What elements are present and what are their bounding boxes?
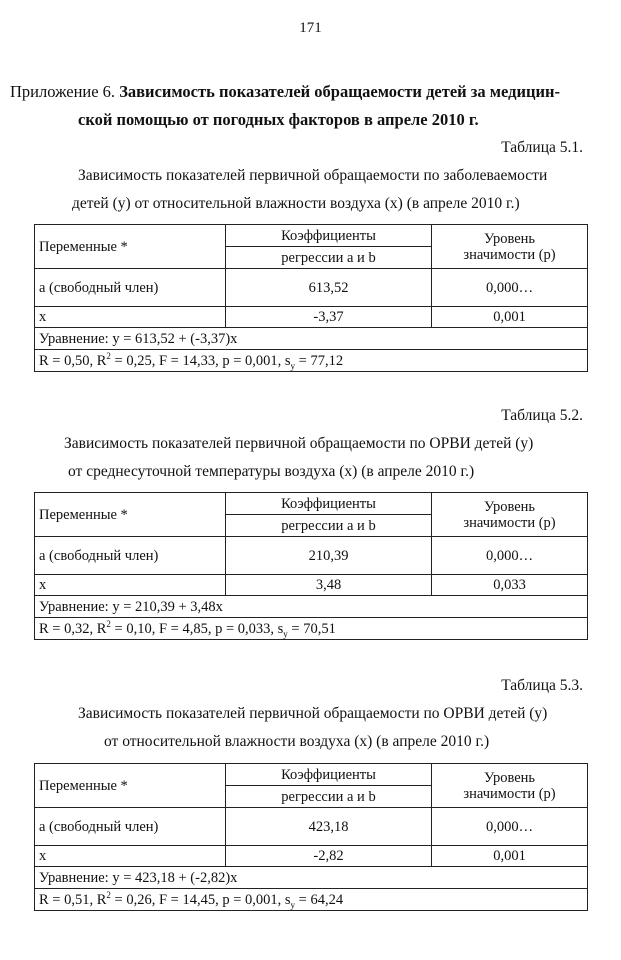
table-row: [35, 846, 588, 867]
header-coef-line1: Коэффициенты: [226, 493, 432, 515]
table-title-line1: Зависимость показателей первичной обращаемости по ОРВИ детей (y): [64, 435, 534, 452]
table-title-line2: детей (y) от относительной влажности воздуха (x) (в апреле 2010 г.): [72, 195, 520, 212]
header-coef-line1: Коэффициенты: [226, 764, 432, 786]
appendix-title-bold: Зависимость показателей обращаемости детей за медицин-: [119, 82, 561, 101]
appendix-prefix: Приложение 6.: [10, 82, 120, 101]
equation: Уравнение: y = 423,18 + (-2,82)x: [35, 867, 588, 889]
table-label: Таблица 5.1.: [501, 139, 583, 156]
equation: Уравнение: y = 613,52 + (-3,37)x: [35, 328, 588, 350]
row-coef: 210,39: [226, 537, 432, 575]
row-name: x: [35, 846, 226, 867]
table-label: Таблица 5.3.: [501, 677, 583, 694]
row-coef: -2,82: [226, 846, 432, 867]
row-coef: 613,52: [226, 269, 432, 307]
row-coef: 423,18: [226, 808, 432, 846]
header-variables: Переменные *: [35, 225, 226, 269]
regression-table: [34, 492, 588, 640]
header-variables: Переменные *: [35, 493, 226, 537]
table-row: [35, 537, 588, 575]
table-row: [35, 808, 588, 846]
header-variables: Переменные *: [35, 764, 226, 808]
row-name: а (свободный член): [35, 269, 226, 307]
stats-line: R = 0,32, $R^2 = 0,10$, F = 4,85, p = 0,033, $s_y = 70,51$: [35, 618, 588, 640]
header-coef-line2: регрессии a и b: [226, 247, 432, 269]
header-significance: Уровень значимости (p): [432, 764, 588, 808]
row-name: а (свободный член): [35, 808, 226, 846]
table-title-line1: Зависимость показателей первичной обращаемости по заболеваемости: [78, 167, 548, 184]
row-coef: 3,48: [226, 575, 432, 596]
equation: Уравнение: y = 210,39 + 3,48x: [35, 596, 588, 618]
regression-table: [34, 763, 588, 911]
row-name: а (свободный член): [35, 537, 226, 575]
header-significance: Уровень значимости (p): [432, 493, 588, 537]
appendix-title-line2: ской помощью от погодных факторов в апреле 2010 г.: [78, 110, 479, 129]
header-significance: Уровень значимости (p): [432, 225, 588, 269]
row-coef: -3,37: [226, 307, 432, 328]
appendix-title-line1: [10, 78, 560, 106]
page-number: 171: [299, 20, 322, 36]
table-title-line1: Зависимость показателей первичной обращаемости по ОРВИ детей (y): [78, 705, 548, 722]
row-p: 0,001: [432, 846, 588, 867]
table-row: [35, 269, 588, 307]
header-coef-line1: Коэффициенты: [226, 225, 432, 247]
header-coef-line2: регрессии a и b: [226, 515, 432, 537]
regression-table: [34, 224, 588, 372]
row-p: 0,033: [432, 575, 588, 596]
table-row: [35, 307, 588, 328]
stats-line: R = 0,50, $R^2 = 0,25$, F = 14,33, p = 0,001, $s_y = 77,12$: [35, 350, 588, 372]
row-p: 0,001: [432, 307, 588, 328]
row-p: 0,000…: [432, 808, 588, 846]
table-title-line2: от относительной влажности воздуха (x) (в апреле 2010 г.): [104, 733, 490, 750]
row-p: 0,000…: [432, 537, 588, 575]
row-p: 0,000…: [432, 269, 588, 307]
header-coef-line2: регрессии a и b: [226, 786, 432, 808]
table-row: [35, 575, 588, 596]
table-label: Таблица 5.2.: [501, 407, 583, 424]
stats-line: R = 0,51, $R^2 = 0,26$, F = 14,45, p = 0,001, $s_y = 64,24$: [35, 889, 588, 911]
row-name: x: [35, 575, 226, 596]
row-name: x: [35, 307, 226, 328]
table-title-line2: от среднесуточной температуры воздуха (x) (в апреле 2010 г.): [68, 463, 475, 480]
